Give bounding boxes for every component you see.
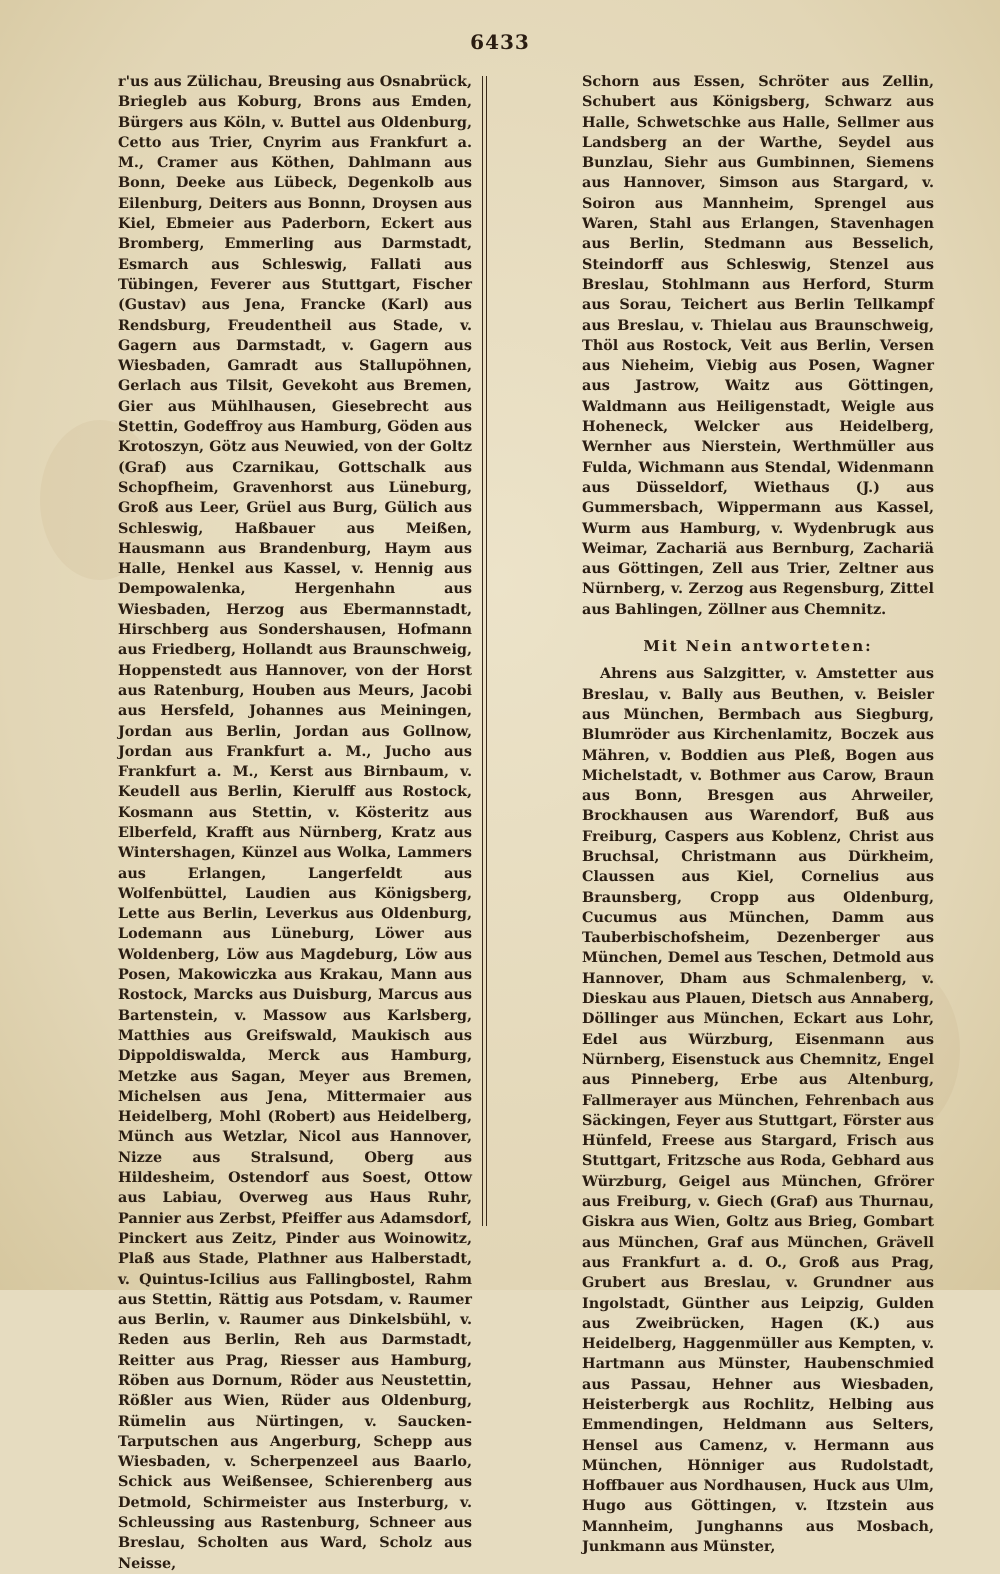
left-column-text: r'us aus Zülichau, Breusing aus Osnabrück, Briegleb aus Koburg, Brons aus Emden, Bürgers aus Köln, v. Buttel aus Oldenburg, Cetto aus Trier, Cnyrim aus Frankfurt a. M., Cramer aus Köthen, Dahlmann aus Bonn, Deeke aus Lübeck, Degenkolb aus Eilenburg, Deiters aus Bonnn, Droysen aus Kiel, Ebmeier aus Paderborn, Eckert aus Bromberg, Emmerling aus Darmstadt, Esmarch aus Schleswig, Fallati aus Tübingen, Feverer aus Stuttgart, Fischer (Gustav) aus Jena, Francke (Karl) aus Rendsburg, Freudentheil aus Stade, v. Gagern aus Darmstadt, v. Gagern aus Wiesbaden, Gamradt aus Stallupöhnen, Gerlach aus Tilsit, Gevekoht aus Bremen, Gier aus Mühlhausen, Giesebrecht aus Stettin, Godeffroy aus Hamburg, Göden aus Krotoszyn, Götz aus Neuwied, von der Goltz (Graf) aus Czarnikau, Gottschalk aus Schopfheim, Gravenhorst aus Lüneburg, Groß aus Leer, Grüel aus Burg, Gülich aus Schleswig, Haßbauer aus Meißen, Hausmann aus Brandenburg, Haym aus Halle, Henkel aus Kassel, v. Hennig aus Dempowalenka, Hergenhahn aus Wiesbaden, Herzog aus Ebermannstadt, Hirschberg aus Sondershausen, Hofmann aus Friedberg, Hollandt aus Braunschweig, Hoppenstedt aus Hannover, von der Horst aus Ratenburg, Houben aus Meurs, Jacobi aus Hersfeld, Johannes aus Meiningen, Jordan aus Berlin, Jordan aus Gollnow, Jordan aus Frankfurt a. M., Jucho aus Frankfurt a. M., Kerst aus Birnbaum, v. Keudell aus Berlin, Kierulff aus Rostock, Kosmann aus Stettin, v. Kösteritz aus Elberfeld, Krafft aus Nürnberg, Kratz aus Wintershagen, Künzel aus Wolka, Lammers aus Erlangen, Langerfeldt aus Wolfenbüttel, Laudien aus Königsberg, Lette aus Berlin, Leverkus aus Oldenburg, Lodemann aus Lüneburg, Löwer aus Woldenberg, Löw aus Magdeburg, Löw aus Posen, Makowiczka aus Krakau, Mann aus Rostock, Marcks aus Duisburg, Marcus aus Bartenstein, v. Massow aus Karlsberg, Matthies aus Greifswald, Maukisch aus Dippoldiswalda, Merck aus Hamburg, Metzke aus Sagan, Meyer aus Bremen, Michelsen aus Jena, Mittermaier aus Heidelberg, Mohl (Robert) aus Heidelberg, Münch aus Wetzlar, Nicol aus Hannover, Nizze aus Stralsund, Oberg aus Hildesheim, Ostendorf aus Soest, Ottow aus Labiau, Overweg aus Haus Ruhr, Pannier aus Zerbst, Pfeiffer aus Adamsdorf, Pinckert aus Zeitz, Pinder aus Woinowitz, Plaß aus Stade, Plathner aus Halberstadt, v. Quintus-Icilius aus Fallingbostel, Rahm aus Stettin, Rättig aus Potsdam, v. Raumer aus Berlin, v. Raumer aus Dinkelsbühl, v. Reden aus Berlin, Reh aus Darmstadt, Reitter aus Prag, Riesser aus Hamburg, Röben aus Dornum, Röder aus Neustettin, Rößler aus Wien, Rüder aus Oldenburg, Rümelin aus Nürtingen, v. Saucken-Tarputschen aus Angerburg, Schepp aus Wiesbaden, v. Scherpenzeel aus Baarlo, Schick aus Weißensee, Schierenberg aus Detmold, Schirmeister aus Insterburg, v. Schleussing aus Rastenburg, Schneer aus Breslau, Scholten aus Ward, Scholz aus Neisse,	[118, 73, 472, 1572]
right-column	[582, 72, 934, 1557]
right-column-text-1: Schorn aus Essen, Schröter aus Zellin, Schubert aus Königsberg, Schwarz aus Halle, Schwetschke aus Halle, Sellmer aus Landsberg an der Warthe, Seydel aus Bunzlau, Siehr aus Gumbinnen, Siemens aus Hannover, Simson aus Stargard, v. Soiron aus Mannheim, Sprengel aus Waren, Stahl aus Erlangen, Stavenhagen aus Berlin, Stedmann aus Besselich, Steindorff aus Schleswig, Stenzel aus Breslau, Stohlmann aus Herford, Sturm aus Sorau, Teichert aus Berlin Tellkampf aus Breslau, v. Thielau aus Braunschweig, Thöl aus Rostock, Veit aus Berlin, Versen aus Nieheim, Viebig aus Posen, Wagner aus Jastrow, Waitz aus Göttingen, Waldmann aus Heiligenstadt, Weigle aus Hoheneck, Welcker aus Heidelberg, Wernher aus Nierstein, Werthmüller aus Fulda, Wichmann aus Stendal, Widenmann aus Düsseldorf, Wiethaus (J.) aus Gummersbach, Wippermann aus Kassel, Wurm aus Hamburg, v. Wydenbrugk aus Weimar, Zachariä aus Bernburg, Zachariä aus Göttingen, Zell aus Trier, Zeltner aus Nürnberg, v. Zerzog aus Regensburg, Zittel aus Bahlingen, Zöllner aus Chemnitz.	[582, 73, 934, 618]
column-divider	[482, 76, 487, 1226]
right-column-text-2: Ahrens aus Salzgitter, v. Amstetter aus Breslau, v. Bally aus Beuthen, v. Beisler aus München, Bermbach aus Siegburg, Blumröder aus Kirchenlamitz, Boczek aus Mähren, v. Boddien aus Pleß, Bogen aus Michelstadt, v. Bothmer aus Carow, Braun aus Bonn, Bresgen aus Ahrweiler, Brockhausen aus Warendorf, Buß aus Freiburg, Caspers aus Koblenz, Christ aus Bruchsal, Christmann aus Dürkheim, Claussen aus Kiel, Cornelius aus Braunsberg, Cropp aus Oldenburg, Cucumus aus München, Damm aus Tauberbischofsheim, Dezenberger aus München, Demel aus Teschen, Detmold aus Hannover, Dham aus Schmalenberg, v. Dieskau aus Plauen, Dietsch aus Annaberg, Döllinger aus München, Eckart aus Lohr, Edel aus Würzburg, Eisenmann aus Nürnberg, Eisenstuck aus Chemnitz, Engel aus Pinneberg, Erbe aus Altenburg, Fallmerayer aus München, Fehrenbach aus Säckingen, Feyer aus Stuttgart, Förster aus Hünfeld, Freese aus Stargard, Frisch aus Stuttgart, Fritzsche aus Roda, Gebhard aus Würzburg, Geigel aus München, Gfrörer aus Freiburg, v. Giech (Graf) aus Thurnau, Giskra aus Wien, Goltz aus Brieg, Gombart aus München, Graf aus München, Grävell aus Frankfurt a. d. O., Groß aus Prag, Grubert aus Breslau, v. Grundner aus Ingolstadt, Günther aus Leipzig, Gulden aus Zweibrücken, Hagen (K.) aus Heidelberg, Haggenmüller aus Kempten, v. Hartmann aus Münster, Haubenschmied aus Passau, Hehner aus Wiesbaden, Heisterbergk aus Rochlitz, Helbing aus Emmendingen, Heldmann aus Selters, Hensel aus Camenz, v. Hermann aus München, Hönniger aus Rudolstadt, Hoffbauer aus Nordhausen, Huck aus Ulm, Hugo aus Göttingen, v. Itzstein aus Mannheim, Junghanns aus Mosbach, Junkmann aus Münster,	[582, 665, 934, 1556]
left-column	[118, 72, 472, 1574]
section-heading: Mit Nein antworteten:	[643, 637, 873, 656]
page-number: 6433	[470, 30, 530, 54]
